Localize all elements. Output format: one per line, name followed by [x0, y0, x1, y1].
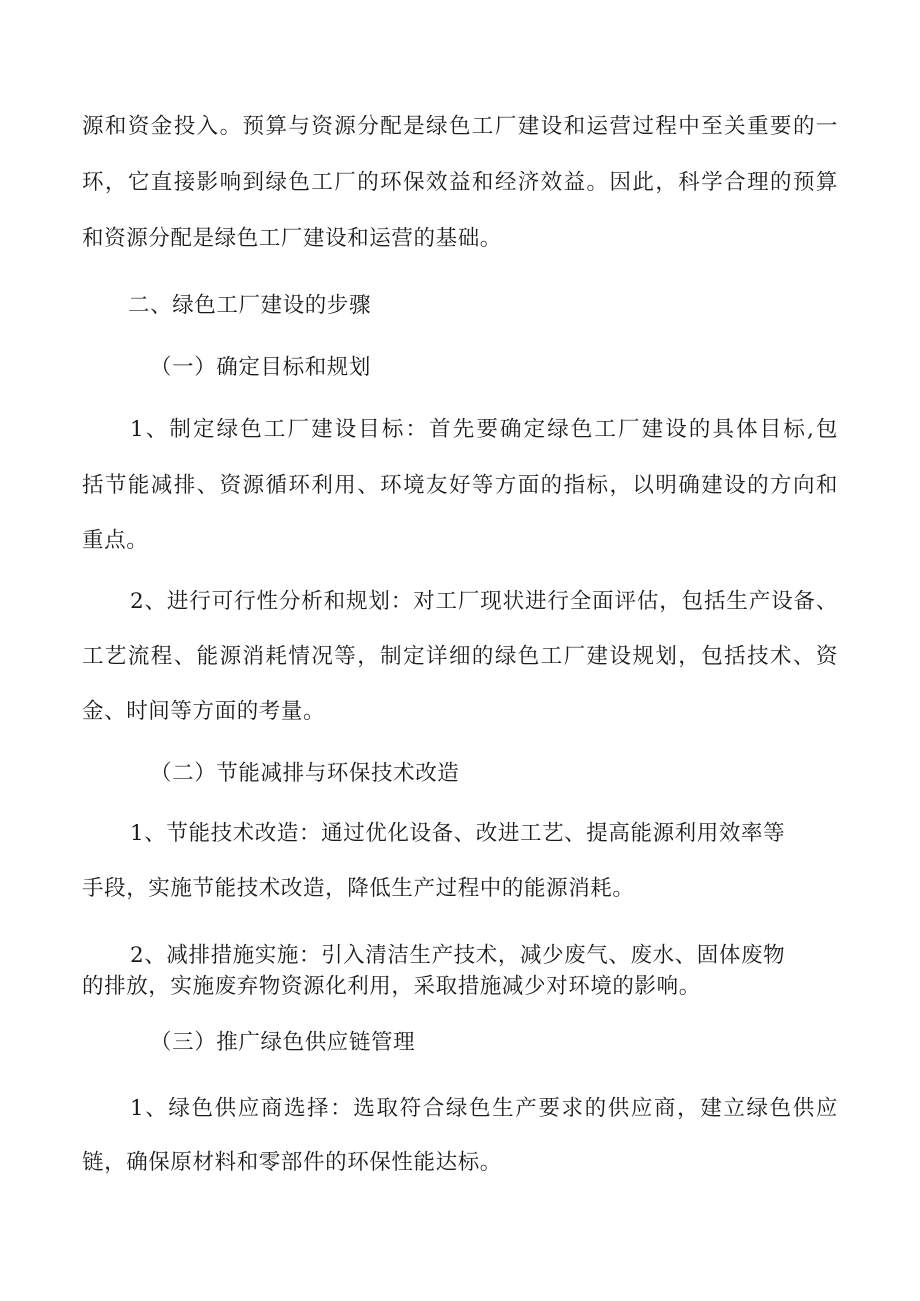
- subsection-heading: （一）确定目标和规划: [150, 355, 372, 380]
- paragraph-line: 括节能减排、资源循环利用、环境友好等方面的指标，以明确建设的方向和: [82, 473, 838, 498]
- paragraph-line: 工艺流程、能源消耗情况等，制定详细的绿色工厂建设规划，包括技术、资: [82, 644, 838, 669]
- paragraph-line: 重点。: [82, 528, 149, 553]
- paragraph-line: 1、制定绿色工厂建设目标：首先要确定绿色工厂建设的具体目标,包: [130, 417, 838, 442]
- paragraph-line: 2、进行可行性分析和规划：对工厂现状进行全面评估，包括生产设备、: [130, 589, 838, 614]
- paragraph-line: 的排放，实施废弃物资源化利用，采取措施减少对环境的影响。: [82, 974, 701, 999]
- subsection-heading: （三）推广绿色供应链管理: [150, 1030, 416, 1055]
- paragraph-line: 2、减排措施实施：引入清洁生产技术，减少废气、废水、固体废物: [130, 943, 786, 968]
- paragraph-line: 1、节能技术改造：通过优化设备、改进工艺、提高能源利用效率等: [130, 821, 786, 846]
- paragraph-line: 手段，实施节能技术改造，降低生产过程中的能源消耗。: [82, 876, 635, 901]
- paragraph-line: 和资源分配是绿色工厂建设和运营的基础。: [82, 226, 502, 251]
- paragraph-line: 1、绿色供应商选择：选取符合绿色生产要求的供应商，建立绿色供应: [130, 1096, 838, 1121]
- paragraph-line: 源和资金投入。预算与资源分配是绿色工厂建设和运营过程中至关重要的一: [82, 114, 838, 139]
- paragraph-line: 金、时间等方面的考量。: [82, 699, 326, 724]
- paragraph-line: 链，确保原材料和零部件的环保性能达标。: [82, 1150, 502, 1175]
- section-heading: 二、绿色工厂建设的步骤: [128, 293, 372, 318]
- paragraph-line: 环，它直接影响到绿色工厂的环保效益和经济效益。因此，科学合理的预算: [82, 170, 838, 195]
- subsection-heading: （二）节能减排与环保技术改造: [150, 761, 460, 786]
